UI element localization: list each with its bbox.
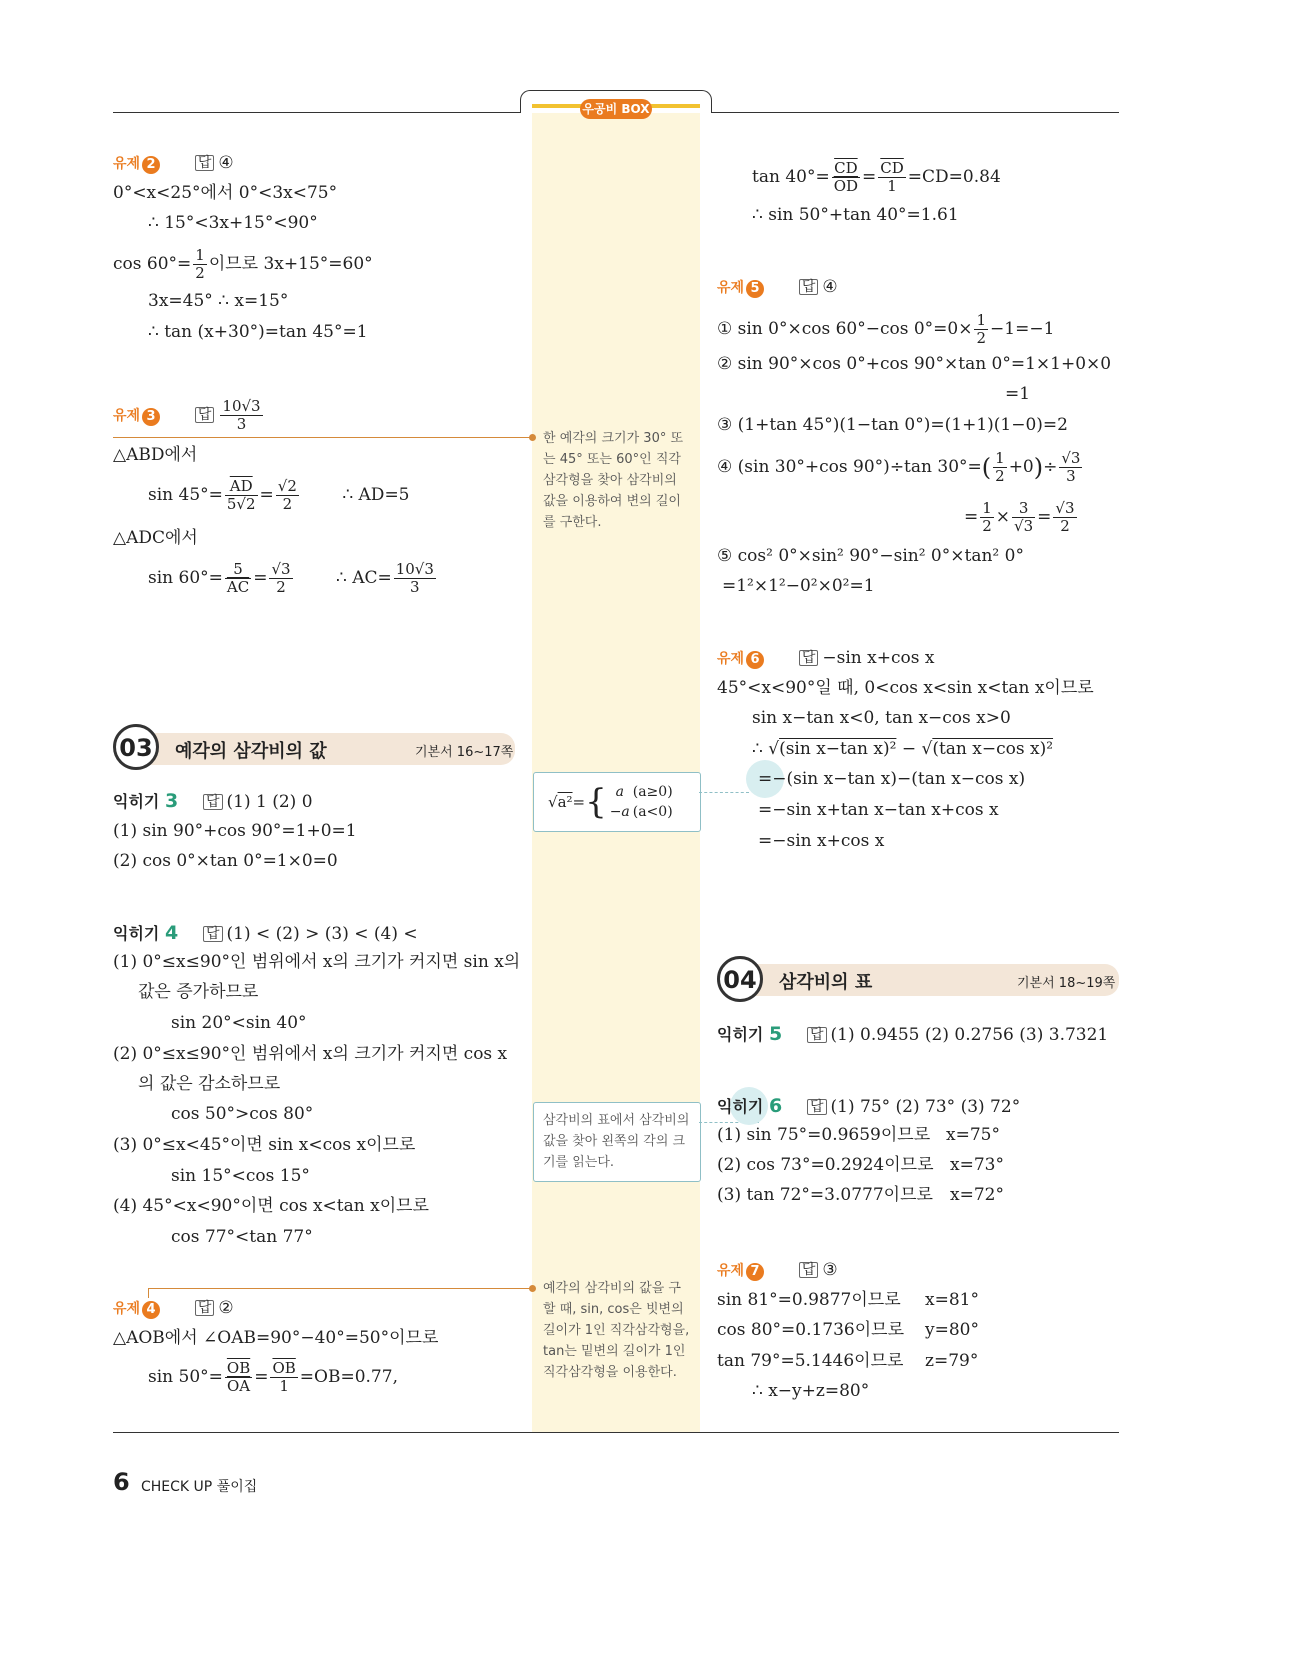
answer: ②	[218, 1298, 234, 1318]
answer: (1) 0.9455 (2) 0.2756 (3) 3.7321	[830, 1025, 1109, 1045]
answer-icon: 답	[195, 155, 215, 171]
yuje-4-line-1: △AOB에서 ∠OAB=90°−40°=50°이므로	[113, 1328, 439, 1348]
yuje-2-line-5: ∴ tan (x+30°)=tan 45°=1	[148, 322, 368, 342]
ikhigi-4-line-4: (2) 0°≤x≤90°인 범위에서 x의 크기가 커지면 cos x	[113, 1044, 508, 1064]
yuje-5-line-2: ② sin 90°×cos 0°+cos 90°×tan 0°=1×1+0×0	[717, 354, 1112, 374]
answer: (1) < (2) > (3) < (4) <	[226, 924, 418, 944]
yuje-2-header	[113, 152, 234, 175]
answer: $\frac{10√3}{3}$	[222, 397, 261, 433]
answer: −sin x+cos x	[822, 648, 935, 668]
yuje-6-line-2: sin x−tan x<0, tan x−cos x>0	[752, 708, 1011, 728]
yuje-3-line-2: sin 45°= $\frac{\overline{AD}}{5√2}$ = $\frac{√2}{2}$ ∴ AD=5	[148, 477, 410, 513]
yuje-label: 유제 6	[717, 651, 764, 667]
yuje-label: 유제 5	[717, 280, 764, 296]
ikhigi-4-line-7: (3) 0°≤x<45°이면 sin x<cos x이므로	[113, 1135, 416, 1155]
right-top-line-1: tan 40°= $\frac{\overline{CD}}{OD}$ = $\frac{\overline{CD}}{1}$ =CD=0.84	[752, 159, 1001, 195]
ikhigi-6-header: 익히기 6 답 (1) 75° (2) 73° (3) 72°	[717, 1095, 1021, 1117]
connector-line	[113, 437, 533, 438]
yuje-4-header	[113, 1297, 234, 1320]
answer-icon: 답	[799, 650, 819, 666]
connector-line	[148, 1288, 532, 1289]
section-03-title: 예각의 삼각비의 값	[175, 741, 327, 762]
ikhigi-4-line-9: (4) 45°<x<90°이면 cos x<tan x이므로	[113, 1196, 429, 1216]
answer-icon: 답	[799, 279, 819, 295]
footer-title: CHECK UP 풀이집	[141, 1479, 258, 1495]
ikhigi-4-line-5: 의 값은 감소하므로	[138, 1074, 281, 1094]
yuje-5-line-1: ① sin 0°×cos 60°−cos 0°=0× $\frac{1}{2}$ −1=−1	[717, 311, 1055, 347]
answer: ③	[822, 1260, 838, 1280]
connector-dot	[529, 1285, 536, 1292]
yuje-4-line-2: sin 50°= $\frac{\overline{OB}}{OA}$ = $\frac{\overline{OB}}{1}$ =OB=0.77,	[148, 1359, 398, 1395]
ikhigi-4-line-2: 값은 증가하므로	[138, 982, 259, 1002]
ikhigi-4-line-6: cos 50°>cos 80°	[171, 1104, 314, 1124]
section-03-number: 03	[113, 724, 159, 770]
ikhigi-3-header: 익히기 3 답 (1) 1 (2) 0	[113, 790, 313, 812]
yuje-3-line-1: △ABD에서	[113, 445, 198, 465]
ikhigi-6-result-2: x=73°	[950, 1155, 1004, 1175]
ikhigi-6-result-3: x=72°	[950, 1185, 1004, 1205]
yuje-label: 유제 7	[717, 1263, 764, 1279]
yuje-5-line-2b: =1	[1005, 384, 1031, 404]
yuje-2-line-3: cos 60°= $\frac{1}{2}$ 이므로 3x+15°=60°	[113, 246, 373, 282]
yuje-7-result-1: x=81°	[925, 1290, 979, 1310]
yuje-7-header	[717, 1259, 838, 1282]
ikhigi-4-line-8: sin 15°<cos 15°	[171, 1166, 310, 1186]
yuje-7-line-1: sin 81°=0.9877이므로	[717, 1290, 901, 1310]
connector-dot	[529, 434, 536, 441]
answer: (1) 75° (2) 73° (3) 72°	[830, 1097, 1021, 1117]
yuje-3-line-3: △ADC에서	[113, 528, 198, 548]
yuje-label: 유제 3	[113, 408, 160, 424]
answer-icon: 답	[807, 1027, 827, 1043]
answer-icon: 답	[195, 1300, 215, 1316]
yuje-label: 유제 4	[113, 1301, 160, 1317]
answer: (1) 1 (2) 0	[226, 792, 313, 812]
yuje-7-line-3: tan 79°=5.1446이므로	[717, 1351, 904, 1371]
ikhigi-4-line-3: sin 20°<sin 40°	[171, 1013, 307, 1033]
section-04-title: 삼각비의 표	[779, 972, 873, 993]
ikhigi-4-line-1: (1) 0°≤x≤90°인 범위에서 x의 크기가 커지면 sin x의	[113, 952, 521, 972]
yuje-6-line-4: =−(sin x−tan x)−(tan x−cos x)	[758, 769, 1026, 789]
answer-icon: 답	[807, 1099, 827, 1115]
section-03-ref: 기본서 16~17쪽	[415, 745, 514, 760]
section-04-number: 04	[717, 956, 763, 1002]
yuje-2-line-2: ∴ 15°<3x+15°<90°	[148, 213, 318, 233]
note-1: 한 예각의 크기가 30° 또는 45° 또는 60°인 직각삼각형을 찾아 삼각비의 값을 이용하여 변의 길이를 구한다.	[543, 431, 684, 530]
yuje-7-result-3: z=79°	[925, 1351, 979, 1371]
yuje-5-header	[717, 276, 838, 299]
yuje-6-line-6: =−sin x+cos x	[758, 831, 885, 851]
yuje-2-line-1: 0°<x<25°에서 0°<3x<75°	[113, 183, 338, 203]
ikhigi-6-line-2: (2) cos 73°=0.2924이므로	[717, 1155, 934, 1175]
note-3: 삼각비의 표에서 삼각비의 값을 찾아 왼쪽의 각의 크기를 읽는다.	[543, 1113, 690, 1170]
yuje-7-line-4: ∴ x−y+z=80°	[752, 1381, 870, 1401]
ikhigi-3-line-2: (2) cos 0°×tan 0°=1×0=0	[113, 851, 338, 871]
middle-column	[532, 96, 700, 1432]
answer-icon: 답	[195, 407, 215, 423]
ikhigi-3-line-1: (1) sin 90°+cos 90°=1+0=1	[113, 821, 357, 841]
box-badge: 우공비 BOX	[580, 99, 652, 119]
page-number: 6	[113, 1468, 130, 1496]
ikhigi-6-line-1: (1) sin 75°=0.9659이므로	[717, 1125, 931, 1145]
answer-icon: 답	[203, 926, 223, 942]
yuje-5-line-3: ③ (1+tan 45°)(1−tan 0°)=(1+1)(1−0)=2	[717, 415, 1068, 435]
ikhigi-4-line-10: cos 77°<tan 77°	[171, 1227, 313, 1247]
yuje-5-line-4: ④ (sin 30°+cos 90°)÷tan 30°=( $\frac{1}{2}$ +0)÷ $\frac{√3}{3}$	[717, 449, 1081, 485]
yuje-7-line-2: cos 80°=0.1736이므로	[717, 1320, 905, 1340]
yuje-7-result-2: y=80°	[925, 1320, 979, 1340]
answer-icon: 답	[203, 794, 223, 810]
yuje-2-line-4: 3x=45° ∴ x=15°	[148, 291, 289, 311]
answer: ④	[822, 277, 838, 297]
note-2-formula: √a²={ a (a≥0) −a (a<0)	[548, 782, 673, 822]
yuje-6-line-1: 45°<x<90°일 때, 0<cos x<sin x<tan x이므로	[717, 678, 1094, 698]
yuje-6-header	[717, 647, 934, 670]
ikhigi-6-result-1: x=75°	[946, 1125, 1000, 1145]
yuje-3-header	[113, 398, 265, 433]
yuje-6-line-5: =−sin x+tan x−tan x+cos x	[758, 800, 999, 820]
yuje-6-line-3: ∴ √(sin x−tan x)² − √(tan x−cos x)²	[752, 739, 1054, 759]
ikhigi-6-line-3: (3) tan 72°=3.0777이므로	[717, 1185, 933, 1205]
yuje-5-line-7: =1²×1²−0²×0²=1	[722, 576, 875, 596]
section-04-ref: 기본서 18~19쪽	[1017, 976, 1116, 991]
yuje-5-line-6: ⑤ cos² 0°×sin² 90°−sin² 0°×tan² 0°	[717, 546, 1024, 566]
connector-dashed	[699, 792, 749, 793]
answer-icon: 답	[799, 1262, 819, 1278]
note-4: 예각의 삼각비의 값을 구할 때, sin, cos은 빗변의 길이가 1인 직각삼각형을, tan는 밑변의 길이가 1인 직각삼각형을 이용한다.	[543, 1281, 690, 1380]
yuje-label: 유제 2	[113, 156, 160, 172]
bottom-rule	[113, 1432, 1119, 1433]
ikhigi-4-header: 익히기 4 답 (1) < (2) > (3) < (4) <	[113, 922, 418, 944]
answer: ④	[218, 153, 234, 173]
yuje-5-line-5: = $\frac{1}{2}$ × $\frac{3}{√3}$ = $\frac{√3}{2}$	[964, 499, 1075, 535]
right-top-line-2: ∴ sin 50°+tan 40°=1.61	[752, 205, 959, 225]
ikhigi-5-header: 익히기 5 답 (1) 0.9455 (2) 0.2756 (3) 3.7321	[717, 1023, 1109, 1045]
yuje-3-line-4: sin 60°= $\frac{5}{AC}$ = $\frac{√3}{2}$ ∴ AC= $\frac{10√3}{3}$	[148, 560, 434, 596]
